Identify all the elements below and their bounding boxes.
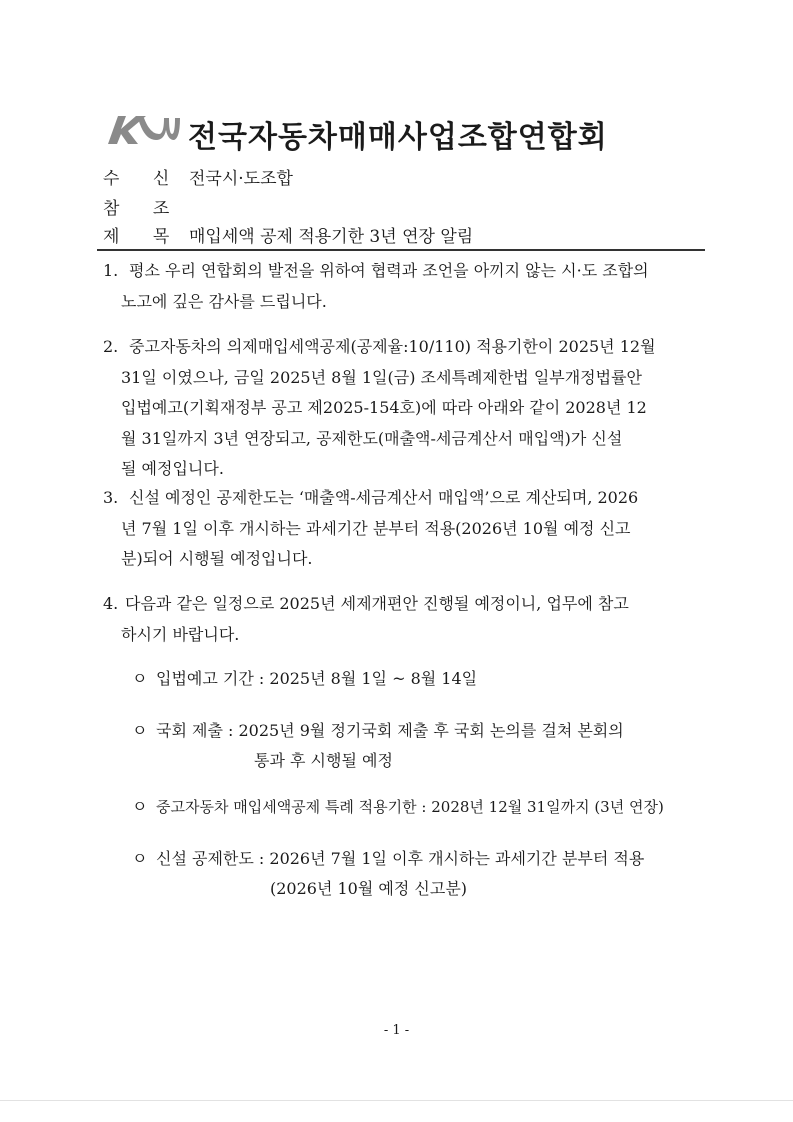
paragraph-line: 중고자동차의 의제매입세액공제(공제율:10/110) 적용기한이 2025년 12월 [129,337,656,356]
paragraph-line: 노고에 깊은 감사를 드립니다. [121,291,327,311]
paragraph-1 [103,256,703,317]
paragraph-line: 31일 이였으나, 금일 2025년 8월 1일(금) 조세특례제한법 일부개정법률안 [121,367,643,387]
recipient-label: 수 신 [103,169,184,189]
paragraph-line: 분)되어 시행될 예정입니다. [121,549,313,568]
page-number: - 1 - [383,1023,410,1038]
letterhead [104,108,704,156]
header-divider [97,249,705,251]
subject-label: 제 목 [103,227,184,247]
recipient-value: 전국시·도조합 [189,169,293,189]
paragraph-line: 월 31일까지 3년 연장되고, 공제한도(매출액-세금계산서 매입액)가 신설 [121,428,623,448]
paragraph-line: 입법예고(기획재정부 공고 제2025-154호)에 따라 아래와 같이 2028년 12 [121,398,647,417]
bullet-text: 입법예고 기간 : 2025년 8월 1일 ~ 8월 14일 [156,669,478,688]
bullet-continuation: (2026년 10월 예정 신고분) [270,879,468,898]
paragraph-line: 될 예정입니다. [121,459,224,478]
bullet-mark: ㅇ [132,721,148,740]
organization-name: 전국자동차매매사업조합연합회 [188,120,608,155]
paragraph-line: 년 7월 1일 이후 개시하는 과세기간 분부터 적용(2026년 10월 예정 신고 [121,518,631,538]
bullet-mark: ㅇ [132,797,148,816]
subject-row [103,222,473,247]
paragraph-line: 하시기 바랍니다. [121,624,240,644]
bullet-mark: ㅇ [132,669,148,688]
bullet-mark: ㅇ [132,849,148,868]
bullet-text: 국회 제출 : 2025년 9월 정기국회 제출 후 국회 논의를 걸쳐 본회의 [156,721,624,740]
paragraph-4 [103,589,703,650]
schedule-item-announcement [132,664,477,694]
schedule-item-limit [132,844,644,904]
paragraph-line: 신설 예정인 공제한도는 ‘매출액-세금계산서 매입액’으로 계산되며, 2026 [129,488,639,507]
bullet-continuation: 통과 후 시행될 예정 [254,751,393,770]
kaa-logo-icon [104,110,182,150]
paragraph-number: 4. [103,594,119,613]
paragraph-2 [103,332,703,485]
bullet-text: 신설 공제한도 : 2026년 7월 1일 이후 개시하는 과세기간 분부터 적용 [156,849,645,868]
paragraph-number: 1. [103,261,119,280]
paragraph-line: 다음과 같은 일정으로 2025년 세제개편안 진행될 예정이니, 업무에 참고 [125,594,629,613]
reference-label: 참 조 [103,199,184,219]
schedule-item-submission [132,716,624,776]
recipient-row [103,164,293,189]
reference-row [103,194,189,219]
paragraph-number: 3. [103,488,119,507]
bullet-text: 중고자동차 매입세액공제 특례 적용기한 : 2028년 12월 31일까지 (3년 연장) [156,798,664,816]
page-edge-line [0,1100,793,1101]
paragraph-number: 2. [103,337,119,356]
paragraph-line: 평소 우리 연합회의 발전을 위하여 협력과 조언을 아끼지 않는 시·도 조합의 [129,261,649,280]
schedule-item-deadline [132,792,664,822]
paragraph-3 [103,483,703,575]
subject-value: 매입세액 공제 적용기한 3년 연장 알림 [189,227,474,247]
